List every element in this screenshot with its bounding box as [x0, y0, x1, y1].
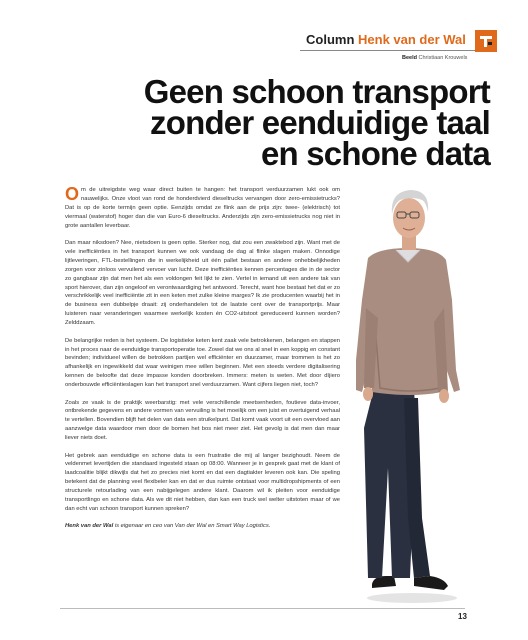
column-label: Column — [306, 32, 355, 47]
page-number: 13 — [458, 612, 467, 621]
article-body — [65, 186, 340, 531]
article-headline — [70, 73, 490, 172]
footer-rule — [60, 608, 465, 609]
paragraph-5: Het gebrek aan eenduidige en schone data is een frustratie die mij al langer bezighoudt. Neem de veldenmet levertijden die standaard ingesteld staan op 08:00. Wanneer je in gesprek gaat met de klant of laadcoalitie blijkt dikwijls dat het zo precies niet komt en dat een dagtiakter leveren ook kan. Die speling betekent dat de planning veel flexibeler kan en dat er dus ruimte ontstaat voor multidropshipments of een structurele retourlading van een nabijgelegen andere klant. Daarom wil ik pleiten voor eenduidige transportlingo en schone data. Als we dit niet hebben, dan kan een truck wel welter uitstoten maar of we dan echt van schoon transport kunnen spreken? — [65, 452, 340, 512]
column-title — [306, 32, 466, 47]
author-bio — [65, 522, 340, 531]
photo-credit-label: Beeld — [402, 55, 417, 61]
author-description: is eigenaar en ceo van Van der Wal en Smart Way Logistics. — [114, 523, 271, 530]
drop-cap: O — [65, 184, 80, 204]
column-logo-icon — [475, 30, 497, 52]
author-portrait-photo — [352, 188, 462, 606]
paragraph-2: Dan maar niksdoen? Nee, nietsdoen is geen optie. Sterker nog, dat zou een zwaktebod zijn. Want met de vele inefficiënties in het transport kunnen we ook vandaag de dag al flinke slagen maken. Onnodige lijtleveringen, FTL-bestellingen die in werkelijkheid uit één pallet bestaan en andere onhebbelijkheden zorgen voor zinloos vervuilend vervoer van lucht. Deze inefficiënties kennen percentages die in de sector zo gangbaar zijn dat men het als een voldongen feit lijkt te zien. Vertel in iemand uit een andere tak van sport hierover, dan zijn ongeloof en verontwaardiging het antwoord. Terecht, want hoe bestaat het dat er zo verschrikkelijk veel inefficiëntie zit in een keten met zulke kleine marges? Ik zie producenten waarbij het in de business een dubbelpje draait: zij onderhandelen tot de laatste cent over de transportprijs. Maar luisteren naar veranderingen waarmee werkelijk kosten én CO2-uitstoot gereduceerd kunnen worden? Zelddzaam. — [65, 240, 340, 327]
column-author-name: Henk van der Wal — [358, 32, 466, 47]
column-header — [300, 30, 496, 52]
paragraph-1 — [65, 186, 340, 231]
photo-credit — [402, 55, 467, 61]
paragraph-1-text: m de uitreigdste weg waar direct buiten te hangen: het transport verduurzamen lukt ook om nauwelijks. Onze vloot van rond de honderdvierd dieseltrucks vervangen door zero-emissietrucks? Dat is op de korte termijn geen optie. Eenzijds omdat ze flink aan de prijs zijn: twee- (elektrisch) tot viermaal (waterstof) hoger dan die van Euro-6 dieseltrucks. Anderzijds zijn zero-emissietrucks nog niet in grote aantallen leverbaar. — [65, 187, 340, 229]
paragraph-3: De belangrijke reden is het systeem. De logistieke keten kent zaak vele betrokkenen, belangen en stappen in het proces naar de eenduidige transportoperatie toe. Zowel dat we ons al snel in een koppig en constant bevinden; individueel willen de betrokken partijen wel efficiënter en duurzamer, maar trommen is het zo afhankelijk en ingewikkeld dat waar weinigen mee willen beginnen. Met een steeds verdere digitalisering kennen de beloofte dat deze impasse konden doorbreken. Immers: meten is weten. Met door díjiero onderbouwde efficiëntieslagen kan het transport snel verduurzamen. Want cijfers liegen niet, toch? — [65, 337, 340, 389]
header-rule — [300, 50, 475, 51]
photo-credit-name: Christiaan Krouwels — [418, 55, 468, 61]
headline-line-1: Geen schoon transport — [143, 73, 490, 110]
headline-line-2: zonder eenduidige taal — [150, 104, 490, 141]
paragraph-4: Zoals ze vaak is de praktijk weerbarstig: met vele verschillende meetsenheden, foutieve data-invoer, ontbrekende gegevens en andere vormen van vervuiling is het moeilijk om een juist en overtuigend verhaal te vertellen. Bovendien blijft het delen van data een struikelpunt. Dat komt vaak voort uit een overvloed aan aanzwelge data waardoor men door de bomen het bos niet meer ziet. Het gevolg is dat men dan maar liever niets doet. — [65, 399, 340, 442]
author-name: Henk van der Wal — [65, 523, 114, 530]
headline-line-3: en schone data — [260, 135, 490, 172]
